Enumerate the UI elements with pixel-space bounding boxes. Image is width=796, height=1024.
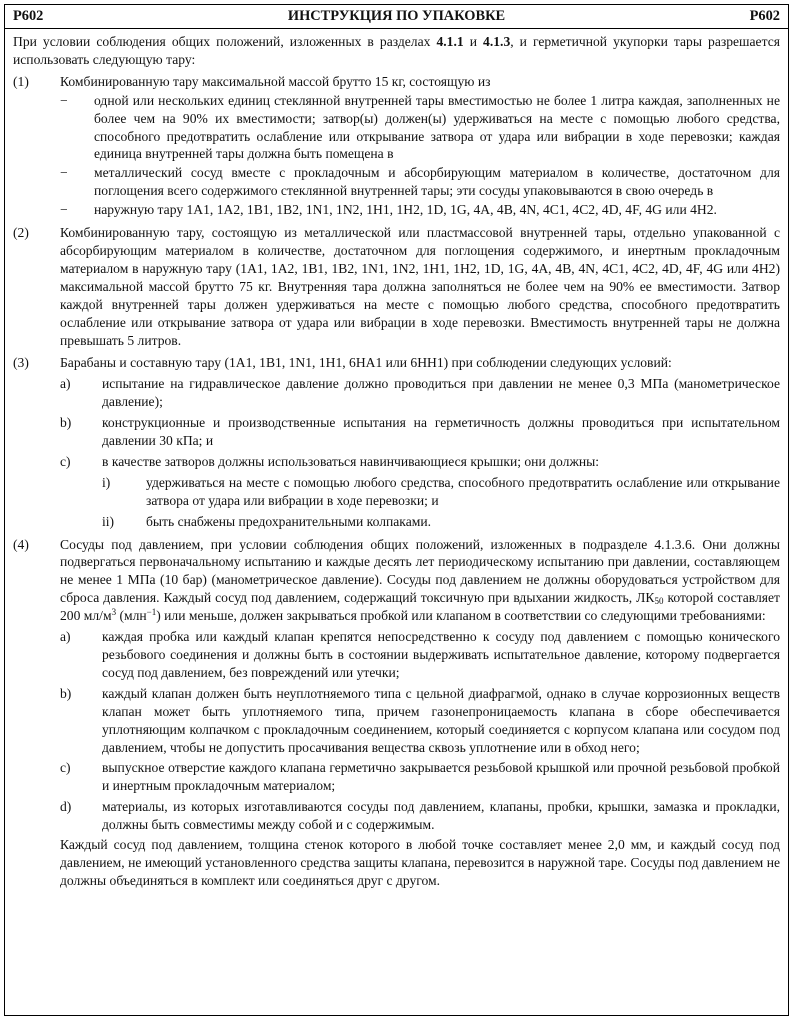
list-item-text: металлический сосуд вместе с прокладочным и абсорбирующим материалом в количестве, достаточном для поглощения всего содержимого стеклянной внутренней тары; эти сосуды упаковываются в свою очередь в bbox=[94, 165, 780, 199]
provision-4 bbox=[13, 536, 780, 626]
letter-marker: c) bbox=[60, 760, 71, 776]
closing-paragraph: Каждый сосуд под давлением, толщина стенок которого в любой точке составляет менее 2,0 мм, и каждый сосуд под давлением, не имеющий установленного средства защиты клапана, перевозится в наружной таре. Сосуды под давлением не должны объединяться в комплект или соединяться друг с другом. bbox=[60, 837, 780, 888]
instruction-body bbox=[5, 33, 788, 890]
provision-2 bbox=[13, 224, 780, 349]
unit-superscript: 3 bbox=[111, 607, 117, 618]
dash-marker: − bbox=[60, 92, 68, 108]
provision-number: (2) bbox=[13, 225, 29, 241]
requirement-text: каждая пробка или каждый клапан крепятся непосредственно к сосуду под давлением с помощью конического резьбового соединения и должны быть в состоянии выдерживать испытательное давление, которому подвергается сосуд под давлением, без повреждений или утечки; bbox=[102, 629, 780, 680]
provision-text-part: (млн bbox=[116, 608, 147, 624]
intro-text-end: , и герметичной укупорки тары разрешается использовать следующую тару: bbox=[13, 34, 780, 67]
sub-condition-text: быть снабжены предохранительными колпаками. bbox=[146, 513, 432, 529]
sub-condition-i bbox=[13, 474, 780, 510]
provision-3 bbox=[13, 354, 780, 372]
list-item-text: наружную тару 1A1, 1A2, 1B1, 1B2, 1N1, 1N2, 1H1, 1H2, 1D, 1G, 4A, 4B, 4N, 4C1, 4C2, 4D, 4F, 4G или 4H2. bbox=[94, 202, 717, 218]
intro-text: При условии соблюдения общих положений, изложенных в разделах bbox=[13, 34, 437, 49]
condition-c bbox=[13, 453, 780, 471]
instruction-code-left: P602 bbox=[13, 8, 44, 24]
list-item-text: одной или нескольких единиц стеклянной внутренней тары вместимостью не более 1 литра каждая, заполненных не более чем на 90% их вместимости; затвор(ы) должен(ы) удерживаться на месте с помощью любого средства, способного предотвратить ослабление или открывание затвора от удара или вибрации в ходе перевозки; каждая единица внутренней тары должна быть помещена в bbox=[94, 92, 780, 162]
provision-number: (3) bbox=[13, 355, 29, 371]
instruction-code-right: P602 bbox=[749, 8, 780, 24]
provision-number: (1) bbox=[13, 73, 29, 89]
condition-text: конструкционные и производственные испытания на герметичность должны проводиться при испытательном давлении 30 кПа; и bbox=[102, 415, 780, 449]
unit-superscript: −1 bbox=[146, 607, 157, 618]
provision-text: Барабаны и составную тару (1A1, 1B1, 1N1, 1H1, 6HA1 или 6HH1) при соблюдении следующих условий: bbox=[60, 355, 672, 371]
sub-condition-text: удерживаться на месте с помощью любого средства, способного предотвратить ослабление или открывание затвора от удара или вибрации в ходе перевозки; и bbox=[146, 474, 780, 508]
dash-marker: − bbox=[60, 165, 68, 181]
intro-conjunction: и bbox=[463, 34, 484, 49]
requirement-text: материалы, из которых изготавливаются сосуды под давлением, клапаны, пробки, крышки, замазка и прокладки, должны быть совместимы между собой и с содержимым. bbox=[102, 799, 780, 833]
requirement-d bbox=[13, 798, 780, 834]
provision-text: Комбинированную тару, состоящую из металлической или пластмассовой внутренней тары, отдельно упакованной с абсорбирующим материалом в количестве, достаточном для поглощения содержимого, и инертным прокладочным материалом в наружную тару (1A1, 1A2, 1B1, 1B2, 1N1, 1N2, 1H1, 1H2, 1D, 1G, 4A, 4B, 4N, 4C1, 4C2, 4D, 4F, 4G или 4H2) максимальной массой брутто 75 кг. Внутренняя тара должна заполняться не более чем на 90% ее вместимости. Затвор каждой внутренней тары должен удерживаться на месте с помощью любого средства, способного предотвратить ослабление или открывание затвора от удара или вибрации в ходе перевозки. Вместимость внутренней тары не должна превышать 5 литров. bbox=[60, 225, 780, 348]
lc50-subscript: 50 bbox=[654, 596, 664, 607]
provision-text-part: Сосуды под давлением, при условии соблюдения общих положений, изложенных в подразделе 4.1.3.6. Они должны подвергаться первоначальному испытанию и каждые десять лет периодическому испытанию при давлении, составляющем не менее 1 МПа (10 бар) (манометрическое давление). Сосуды под давлением не должны оборудоваться устройством для сброса давления. Каждый сосуд под давлением, содержащий токсичную при вдыхании жидкость, ЛК bbox=[60, 536, 780, 606]
requirement-text: каждый клапан должен быть неуплотняемого типа с цельной диафрагмой, однако в случае коррозионных веществ клапан может быть уплотняемого типа, причем газонепроницаемость клапана в сборе обеспечивается уплотняющим колпачком с прокладочным соединением, который соединяется с корпусом клапана или сосудом под давлением, чтобы не допустить просачивания вещества сквозь уплотнение или в обход него; bbox=[102, 685, 780, 755]
intro-paragraph bbox=[13, 33, 780, 69]
list-item bbox=[13, 92, 780, 164]
packing-instruction-frame bbox=[4, 4, 789, 1016]
provision-text: Комбинированную тару максимальной массой брутто 15 кг, состоящую из bbox=[60, 73, 491, 89]
condition-text: в качестве затворов должны использоваться навинчивающиеся крышки; они должны: bbox=[102, 453, 600, 469]
provision-text-part: ) или меньше, должен закрываться пробкой или клапаном в соответствии со следующими требованиями: bbox=[156, 608, 766, 624]
section-ref-4-1-1: 4.1.1 bbox=[436, 34, 464, 49]
sub-condition-ii bbox=[13, 513, 780, 531]
requirement-a bbox=[13, 628, 780, 682]
provision-1 bbox=[13, 73, 780, 91]
letter-marker: d) bbox=[60, 799, 72, 815]
provision-text bbox=[60, 536, 780, 626]
provision-number: (4) bbox=[13, 536, 29, 552]
condition-b bbox=[13, 414, 780, 450]
condition-text: испытание на гидравлическое давление должно проводиться при давлении не менее 0,3 МПа (манометрическое давление); bbox=[102, 376, 780, 410]
list-item bbox=[13, 164, 780, 200]
condition-a bbox=[13, 375, 780, 411]
letter-marker: a) bbox=[60, 629, 71, 645]
roman-marker: ii) bbox=[102, 513, 115, 529]
list-item bbox=[13, 201, 780, 219]
letter-marker: c) bbox=[60, 453, 71, 469]
requirement-text: выпускное отверстие каждого клапана герметично закрывается резьбовой крышкой или прочной резьбовой пробкой и инертным прокладочным материалом; bbox=[102, 760, 780, 794]
provision-text-part: которой составляет 200 мл/м bbox=[60, 590, 781, 624]
requirement-b bbox=[13, 685, 780, 757]
letter-marker: b) bbox=[60, 685, 72, 701]
instruction-title: ИНСТРУКЦИЯ ПО УПАКОВКЕ bbox=[287, 8, 506, 24]
instruction-header bbox=[5, 5, 788, 29]
section-ref-4-1-3: 4.1.3 bbox=[483, 34, 511, 49]
letter-marker: b) bbox=[60, 415, 72, 431]
letter-marker: a) bbox=[60, 376, 71, 392]
requirement-c bbox=[13, 759, 780, 795]
roman-marker: i) bbox=[102, 474, 111, 490]
dash-marker: − bbox=[60, 202, 68, 218]
